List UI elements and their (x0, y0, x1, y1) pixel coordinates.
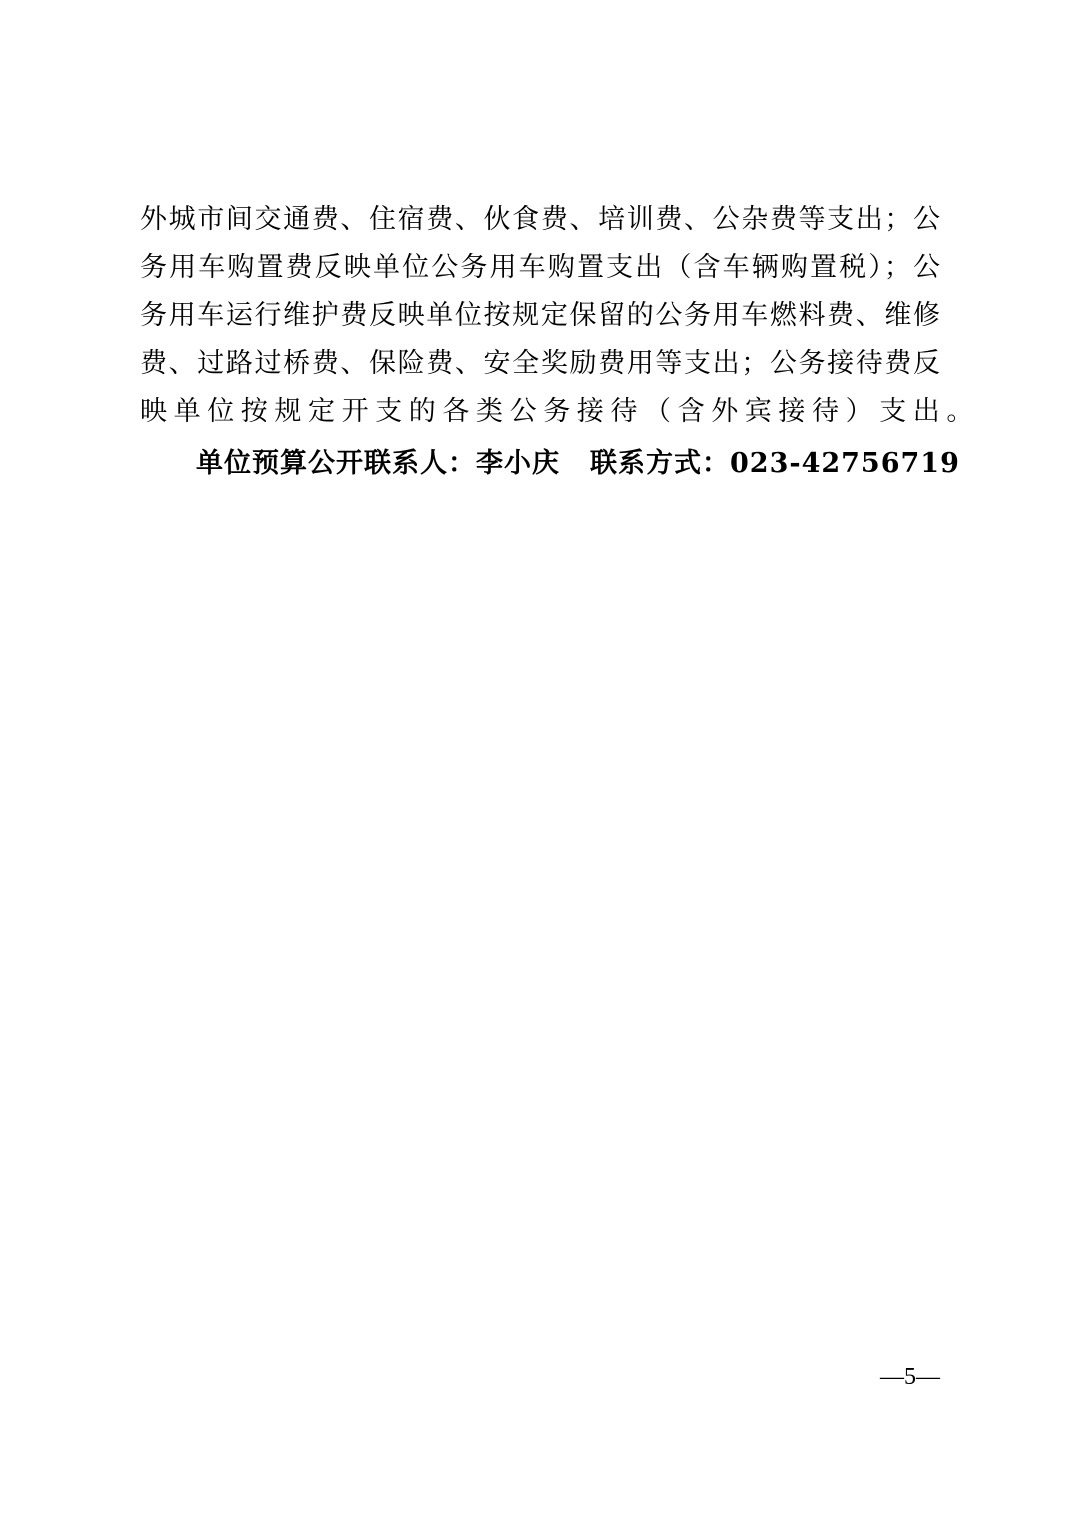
paragraph-line: 映单位按规定开支的各类公务接待（含外宾接待）支出。 (140, 396, 980, 427)
body-paragraph (140, 196, 980, 436)
paragraph-line: 外城市间交通费、住宿费、伙食费、培训费、公杂费等支出；公 (140, 204, 940, 235)
page-number: —5— (880, 1364, 940, 1390)
contact-person: 单位预算公开联系人：李小庆 (196, 448, 560, 479)
contact-method: 联系方式：023-42756719 (590, 448, 960, 479)
contact-line (196, 440, 960, 488)
paragraph-line: 务用车购置费反映单位公务用车购置支出（含车辆购置税）；公 (140, 252, 940, 283)
paragraph-line: 费、过路过桥费、保险费、安全奖励费用等支出；公务接待费反 (140, 348, 940, 379)
paragraph-line: 务用车运行维护费反映单位按规定保留的公务用车燃料费、维修 (140, 300, 940, 331)
